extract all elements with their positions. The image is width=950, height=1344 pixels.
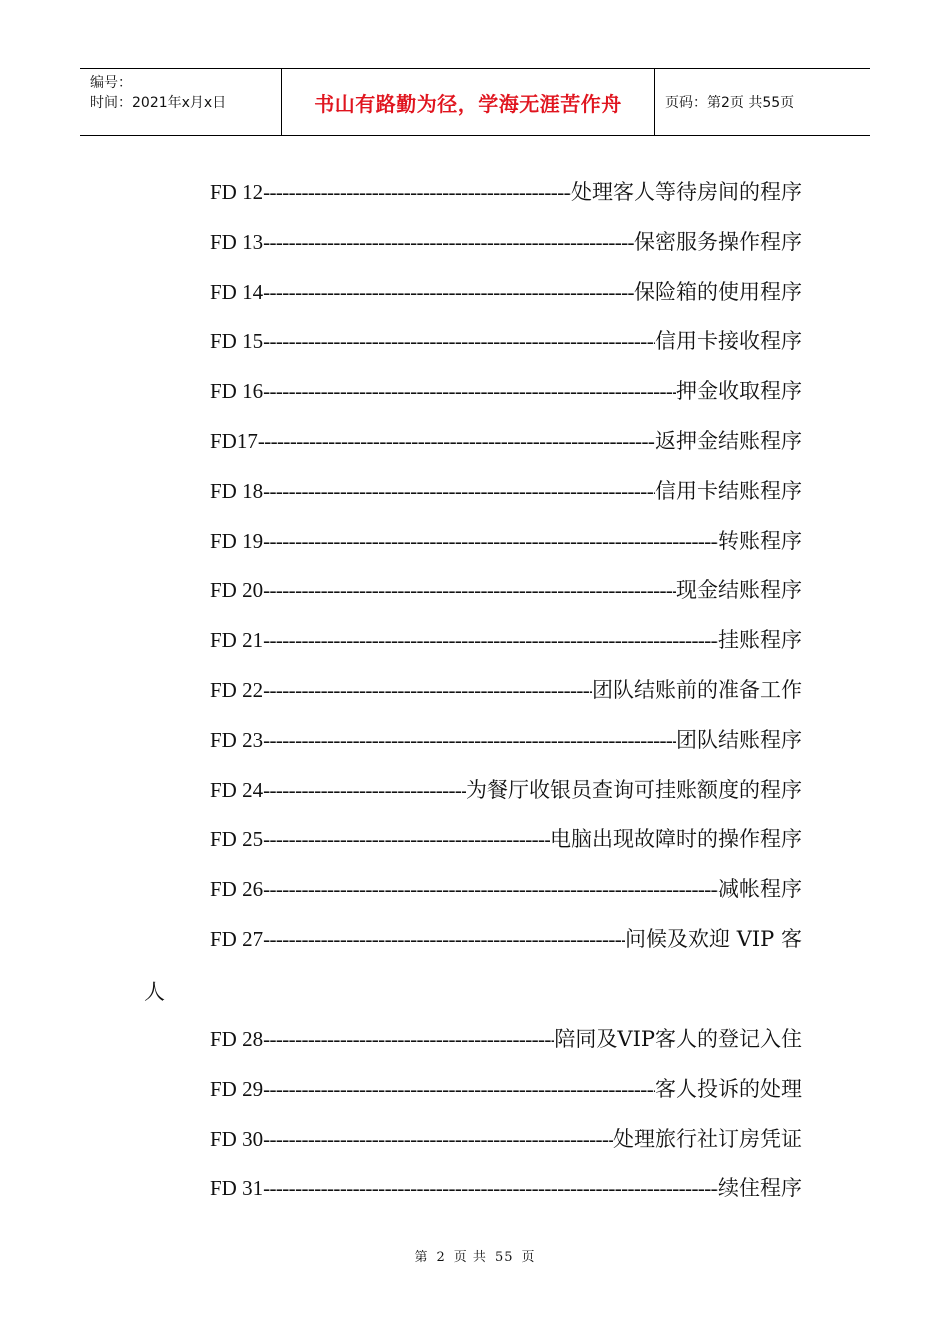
footer-mid: 页 共 <box>453 1250 487 1265</box>
toc-entry <box>210 622 802 672</box>
toc-dash-leader <box>263 1021 554 1057</box>
toc-dash-leader <box>258 423 655 459</box>
toc-entry-code: FD 22 <box>210 677 264 702</box>
toc-entry <box>210 921 802 971</box>
toc-entry <box>210 373 802 423</box>
toc-entry <box>210 1170 802 1220</box>
toc-entry-title: 陪同及VIP客人的登记入住 <box>554 1027 802 1051</box>
footer-suffix: 页 <box>521 1250 536 1265</box>
toc-dash-leader <box>263 572 676 608</box>
toc-entry-code: FD 24 <box>210 777 264 802</box>
toc-dash-leader <box>263 1121 613 1157</box>
toc-entry <box>210 323 802 373</box>
toc-dash-leader <box>263 722 676 758</box>
toc-entry-code: FD 20 <box>210 578 264 603</box>
toc-entry <box>210 523 802 573</box>
toc-entry-title: 现金结账程序 <box>676 578 802 603</box>
toc-dash-leader <box>263 523 718 559</box>
toc-dash-leader <box>263 1071 655 1107</box>
toc-entry <box>210 722 802 772</box>
toc-entry <box>210 174 802 224</box>
toc-entry-code: FD 29 <box>210 1076 264 1101</box>
toc-list-continued <box>210 1021 802 1220</box>
toc-entry <box>210 572 802 622</box>
toc-entry-code: FD 12 <box>210 180 264 204</box>
toc-entry-code: FD 26 <box>210 877 264 902</box>
toc-entry-code: FD 14 <box>210 279 264 304</box>
toc-entry-title: 处理客人等待房间的程序 <box>571 180 802 204</box>
toc-entry-code: FD 21 <box>210 628 264 653</box>
toc-entry <box>210 871 802 921</box>
toc-entry-code: FD 16 <box>210 379 264 404</box>
toc-entry-code: FD 13 <box>210 229 264 254</box>
toc-entry-code: FD 23 <box>210 727 264 752</box>
toc-dash-leader <box>263 373 676 409</box>
toc-entry <box>210 1121 802 1171</box>
toc-entry-code: FD 27 <box>210 926 264 951</box>
page-header <box>80 68 870 136</box>
toc-dash-leader <box>263 1170 718 1206</box>
footer-total-pages: 55 <box>494 1250 514 1265</box>
toc-entry <box>210 473 802 523</box>
toc-entry-title: 续住程序 <box>718 1176 802 1201</box>
toc-entry-title: 问候及欢迎 VIP 客 <box>625 926 802 951</box>
toc-dash-leader <box>263 323 655 359</box>
toc-entry-title: 保险箱的使用程序 <box>634 279 802 304</box>
toc-entry <box>210 224 802 274</box>
toc-entry-code: FD 15 <box>210 329 264 354</box>
toc-dash-leader <box>263 821 550 857</box>
toc-entry-code: FD 28 <box>210 1027 264 1051</box>
toc-entry-title: 转账程序 <box>718 528 802 553</box>
toc-entry <box>210 821 802 871</box>
toc-dash-leader <box>263 274 634 310</box>
toc-entry-title: 团队结账程序 <box>676 727 802 752</box>
toc-entry-code: FD 31 <box>210 1176 264 1201</box>
toc-entry-code: FD 19 <box>210 528 264 553</box>
toc-entry <box>210 672 802 722</box>
toc-entry-title: 团队结账前的准备工作 <box>592 677 802 702</box>
toc-entry-title: 挂账程序 <box>718 628 802 653</box>
toc-entry-code: FD17 <box>210 428 258 453</box>
toc-entry <box>210 1021 802 1071</box>
toc-entry <box>210 772 802 822</box>
toc-dash-leader <box>263 921 625 957</box>
footer-prefix: 第 <box>414 1250 429 1265</box>
time-label: 时间：2021年x月x日 <box>90 95 227 111</box>
toc-entry-code: FD 30 <box>210 1126 264 1151</box>
header-motto: 书山有路勤为径，学海无涯苦作舟 <box>282 69 655 135</box>
toc-entry <box>210 423 802 473</box>
toc-wrapped-text: 人 <box>144 980 165 1004</box>
toc-dash-leader <box>263 622 718 658</box>
number-label: 编号： <box>90 75 132 91</box>
toc-entry-code: FD 25 <box>210 827 264 852</box>
toc-entry-title: 信用卡结账程序 <box>655 478 802 503</box>
toc-dash-leader <box>263 772 466 808</box>
toc-list <box>210 174 802 971</box>
toc-dash-leader <box>263 174 571 210</box>
footer-page-number: 2 <box>436 1250 446 1265</box>
toc-entry-title: 返押金结账程序 <box>655 428 802 453</box>
toc-entry-title: 处理旅行社订房凭证 <box>613 1126 802 1151</box>
toc-dash-leader <box>263 473 655 509</box>
toc-entry-title: 为餐厅收银员查询可挂账额度的程序 <box>466 777 802 802</box>
toc-dash-leader <box>263 871 718 907</box>
toc-entry-code: FD 18 <box>210 478 264 503</box>
toc-entry-title: 保密服务操作程序 <box>634 229 802 254</box>
page-footer <box>0 1246 950 1265</box>
toc-entry-title: 减帐程序 <box>718 877 802 902</box>
toc-entry-title: 电脑出现故障时的操作程序 <box>550 827 802 852</box>
header-page-info: 页码：第2页 共55页 <box>665 95 795 111</box>
toc-entry <box>210 274 802 324</box>
toc-entry-title: 客人投诉的处理 <box>655 1076 802 1101</box>
toc-entry <box>210 1071 802 1121</box>
toc-entry-title: 信用卡接收程序 <box>655 329 802 354</box>
header-meta <box>80 69 282 135</box>
toc-entry-title: 押金收取程序 <box>676 379 802 404</box>
toc-dash-leader <box>263 224 634 260</box>
toc-dash-leader <box>263 672 592 708</box>
